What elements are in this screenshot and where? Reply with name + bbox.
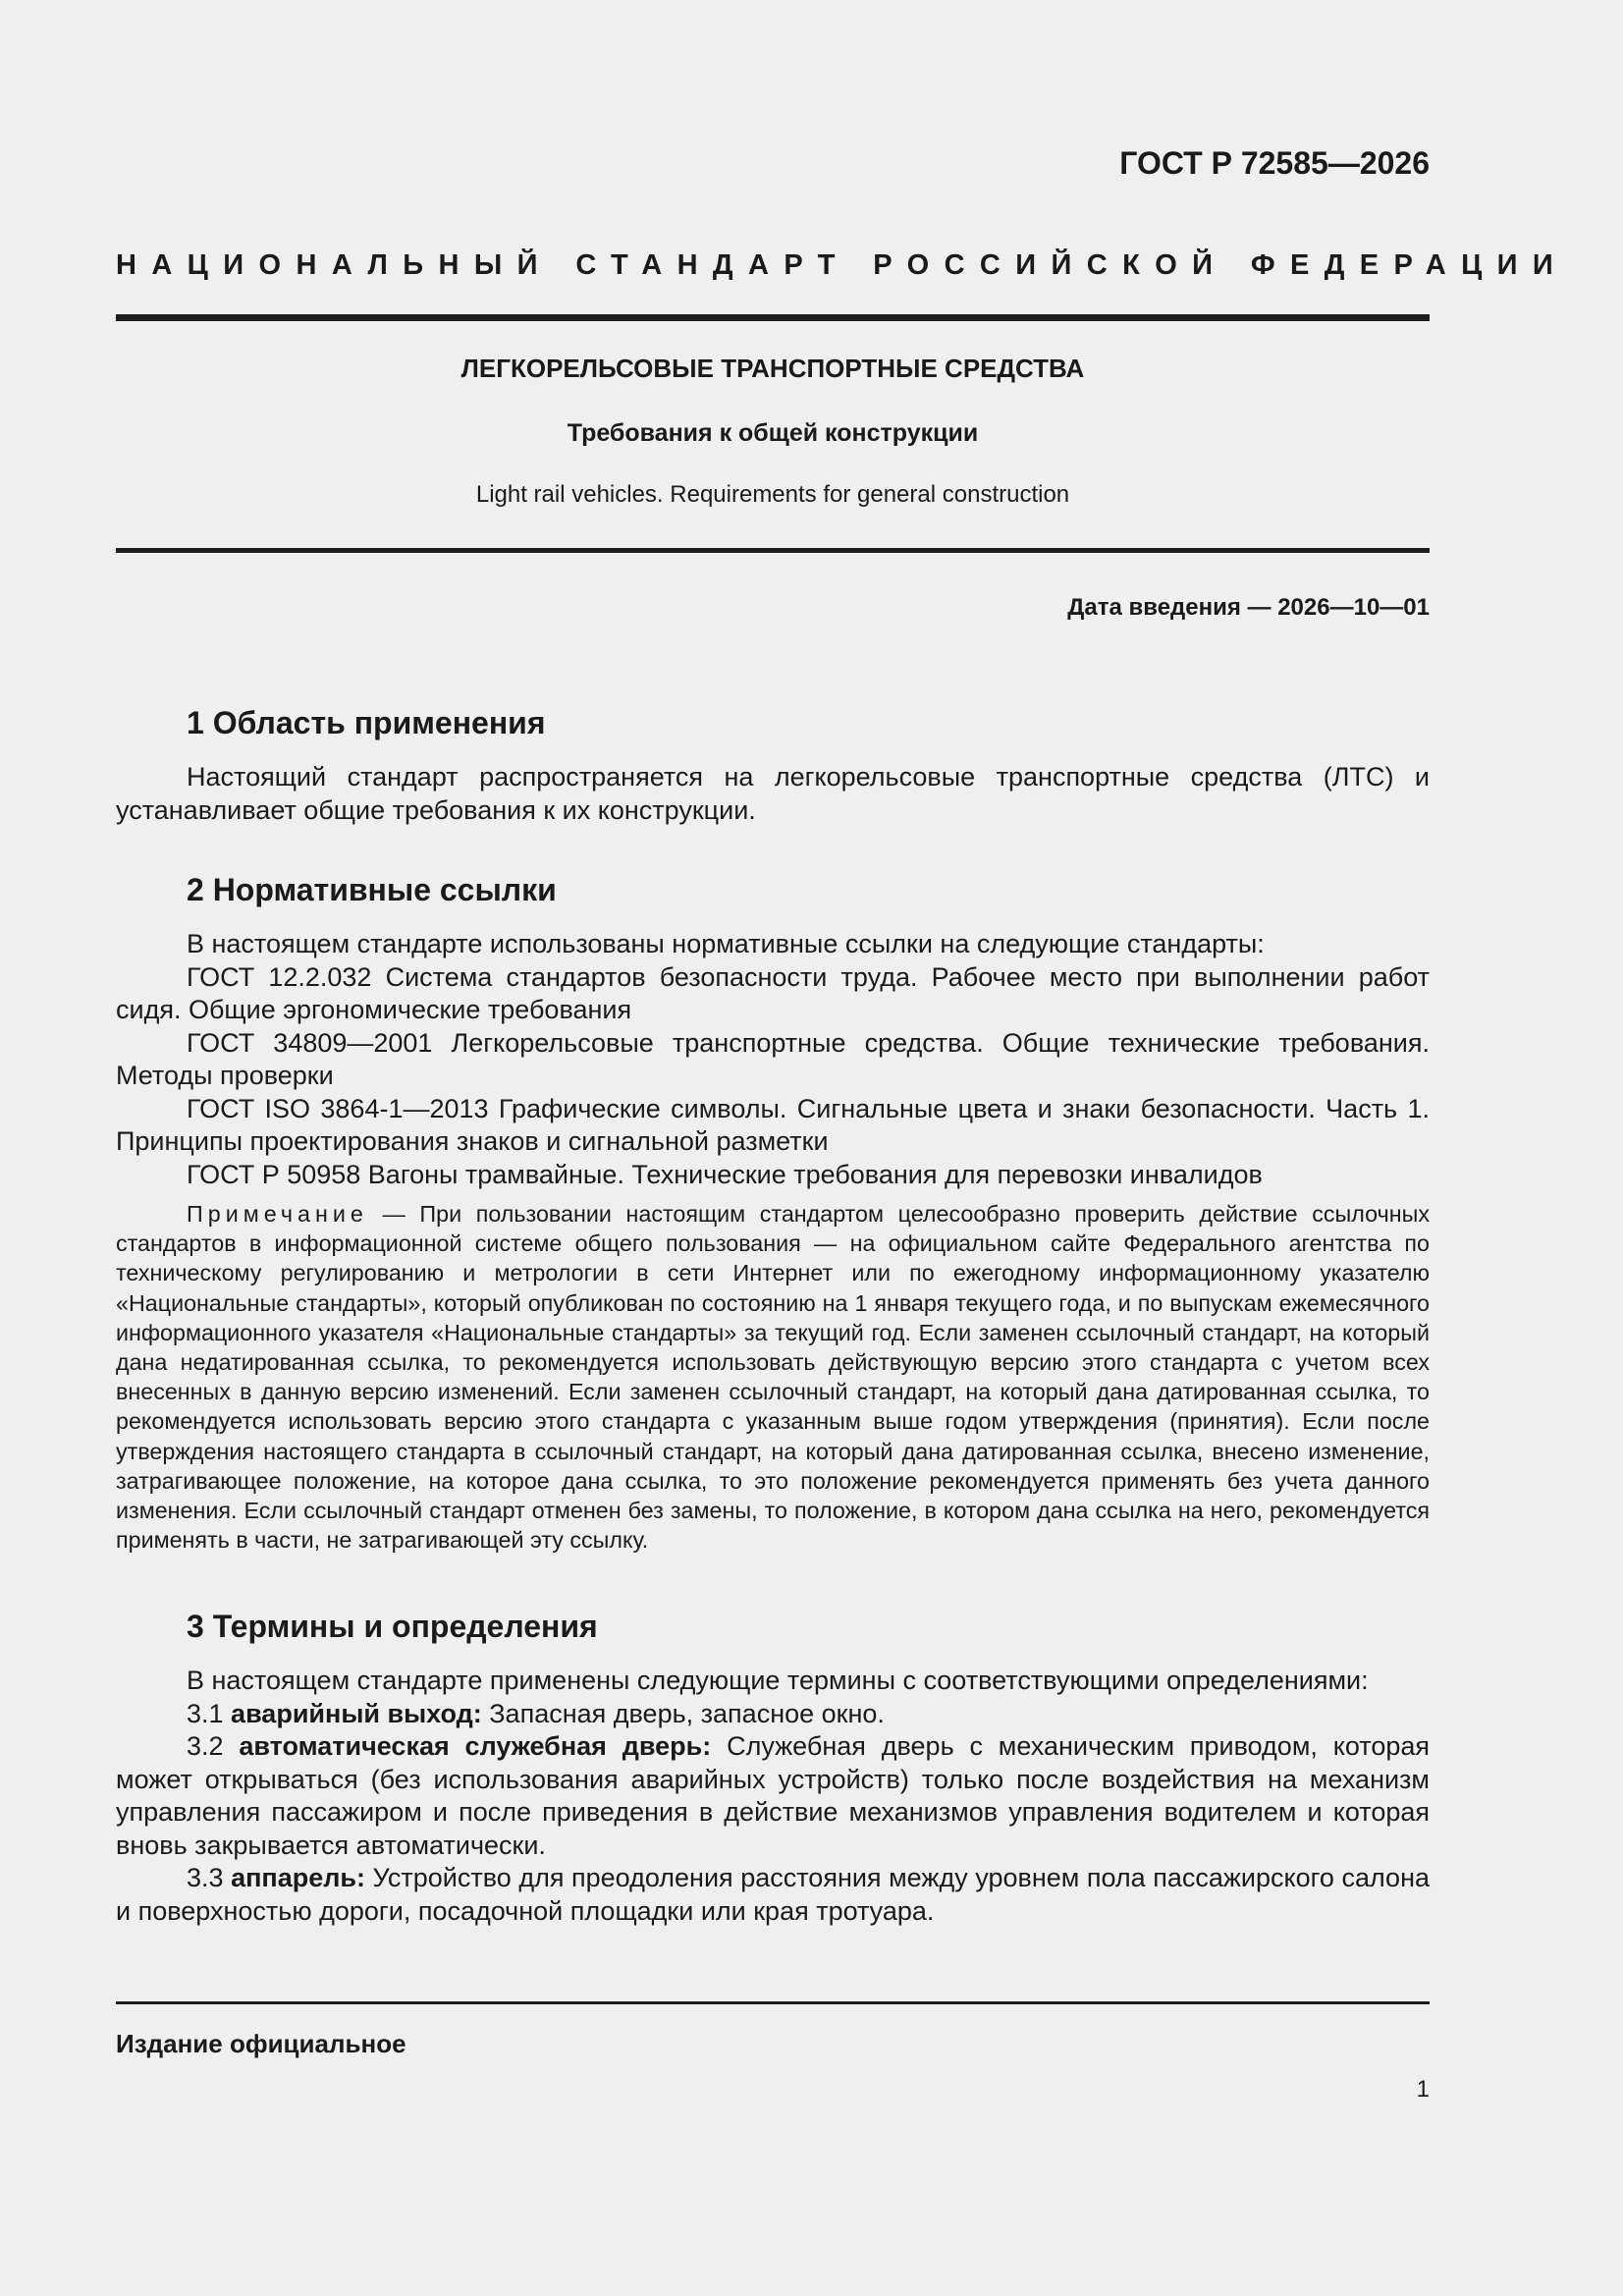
english-title: Light rail vehicles. Requirements for general construction: [475, 481, 1070, 508]
document-subtitle: Требования к общей конструкции: [567, 419, 979, 447]
reference-item: ГОСТ 12.2.032 Система стандартов безопасности труда. Рабочее место при выполнении работ сидя. Общие эргономические требования: [116, 961, 1430, 1024]
term-name: аппарель:: [231, 1863, 365, 1892]
top-rule: [116, 314, 1430, 321]
term-entry: [116, 1698, 1430, 1731]
section-terms: [116, 1609, 1430, 1928]
reference-item: ГОСТ Р 50958 Вагоны трамвайные. Технические требования для перевозки инвалидов: [187, 1159, 1263, 1189]
term-number: 3.3: [187, 1863, 232, 1892]
section-heading: 2 Нормативные ссылки: [187, 872, 557, 907]
note-paragraph: [116, 1199, 1430, 1555]
term-entry: [116, 1862, 1430, 1928]
note-label: Примечание: [187, 1201, 368, 1227]
note-text: — При пользовании настоящим стандартом целесообразно проверить действие ссылочных стандартов в информационной системе общего пользования — на официальном сайте Федерального агентства по техническому регулированию и метрологии в сети Интернет или по ежегодному информационному указателю «Национальные стандарты», который опубликован по состоянию на 1 января текущего года, и по выпускам ежемесячного информационного указателя «Национальные стандарты» за текущий год. Если заменен ссылочный стандарт, на который дана недатированная ссылка, то рекомендуется использовать действующую версию этого стандарта с учетом всех внесенных в данную версию изменений. Если заменен ссылочный стандарт, на который дана датированная ссылка, то рекомендуется использовать версию этого стандарта с указанным выше годом утверждения (принятия). Если после утверждения настоящего стандарта в ссылочный стандарт, на который дана датированная ссылка, внесено изменение, затрагивающее положение, на которое дана ссылка, то это положение рекомендуется применять без учета данного изменения. Если ссылочный стандарт отменен без замены, то положение, в котором дана ссылка на него, рекомендуется применять в части, не затрагивающей эту ссылку.: [116, 1201, 1430, 1554]
term-entry: [116, 1730, 1430, 1862]
introduction-date: Дата введения — 2026—10—01: [1067, 594, 1430, 621]
section-normative-references: [116, 872, 1430, 1555]
national-standard-heading: НАЦИОНАЛЬНЫЙ СТАНДАРТ РОССИЙСКОЙ ФЕДЕРАЦИИ: [116, 249, 1569, 281]
document-page: [116, 0, 1569, 2296]
official-edition-label: Издание официальное: [116, 2029, 406, 2058]
section-heading: 3 Термины и определения: [187, 1609, 598, 1644]
title-rule: [116, 548, 1430, 553]
reference-item: ГОСТ 34809—2001 Легкорельсовые транспортные средства. Общие технические требования. Методы проверки: [116, 1027, 1430, 1090]
document-title: ЛЕГКОРЕЛЬСОВЫЕ ТРАНСПОРТНЫЕ СРЕДСТВА: [460, 354, 1085, 383]
term-definition: Служебная дверь с механическим приводом, которая может открываться (без использования аварийных устройств) только после воздействия на механизм управления пассажиром и после приведения в действие механизмов управления водителем и которая вновь закрывается автоматически.: [116, 1731, 1430, 1860]
section-heading: 1 Область применения: [187, 705, 546, 740]
standard-code: ГОСТ Р 72585—2026: [1119, 145, 1430, 181]
term-name: аварийный выход:: [231, 1698, 482, 1728]
section-intro: В настоящем стандарте использованы нормативные ссылки на следующие стандарты:: [187, 929, 1265, 958]
term-definition: Запасная дверь, запасное окно.: [481, 1698, 885, 1728]
section-scope: [116, 705, 1430, 827]
term-number: 3.1: [187, 1698, 232, 1728]
page-number: 1: [1416, 2076, 1430, 2103]
term-definition: Устройство для преодоления расстояния между уровнем пола пассажирского салона и поверхностью дороги, посадочной площадки или края тротуара.: [116, 1863, 1430, 1926]
section-intro: В настоящем стандарте применены следующие термины с соответствующими определениями:: [187, 1666, 1369, 1695]
reference-item: ГОСТ ISO 3864-1—2013 Графические символы. Сигнальные цвета и знаки безопасности. Часть 1. Принципы проектирования знаков и сигнальной разметки: [116, 1093, 1430, 1156]
term-name: автоматическая служебная дверь:: [239, 1731, 712, 1761]
term-number: 3.2: [187, 1731, 240, 1761]
section-text: Настоящий стандарт распространяется на легкорельсовые транспортные средства (ЛТС) и устанавливает общие требования к их конструкции.: [116, 762, 1430, 825]
footer-rule: [116, 2001, 1430, 2004]
